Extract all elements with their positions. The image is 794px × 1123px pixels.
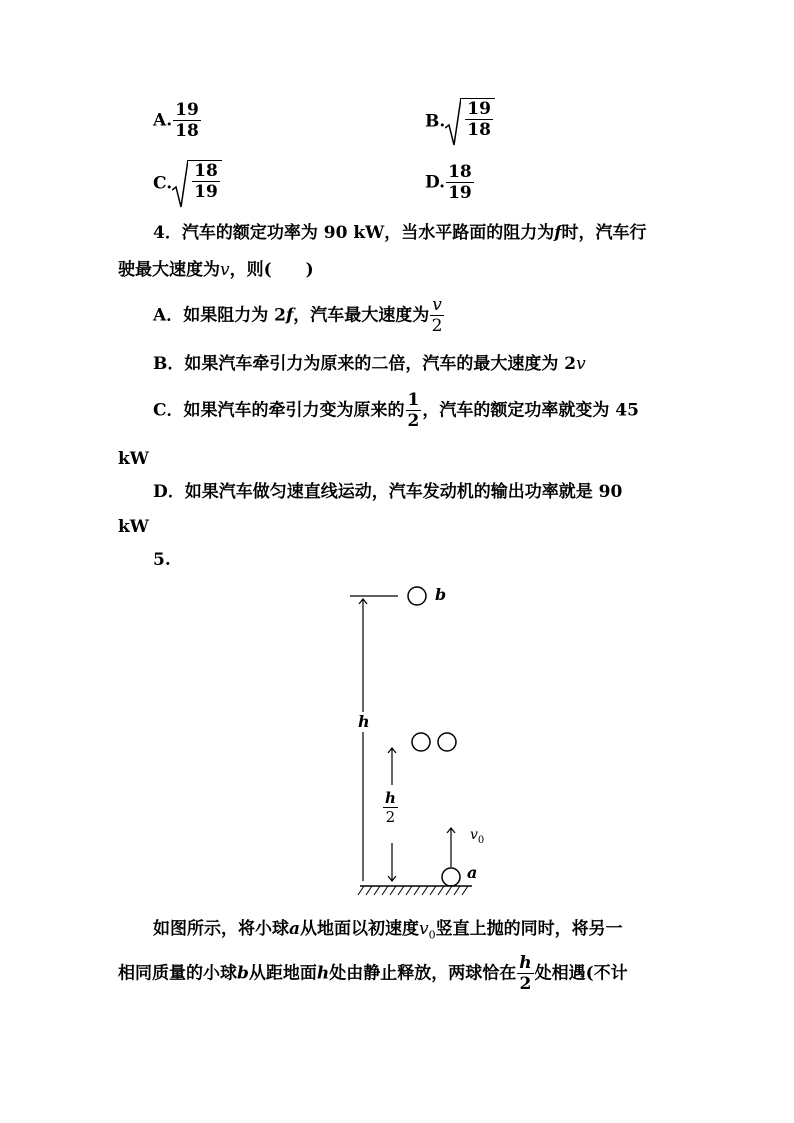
q5-diagram: [340, 575, 510, 905]
fraction: $\frac{h}{2}$: [519, 953, 532, 994]
q4-option-a: A．如果阻力为 2f，汽车最大速度为 $\frac{v}{2}$: [153, 295, 443, 336]
fraction: $\frac{18}{19}$: [448, 162, 472, 203]
q5-number: 5.: [153, 550, 171, 570]
q4-option-c-cont: kW: [118, 449, 149, 469]
ball-meet-left: [412, 733, 430, 751]
label-half-h: [382, 791, 399, 825]
option-3c: C. $\frac{18}{19}$: [153, 160, 222, 208]
fraction: $\frac{18}{19}$: [194, 161, 218, 202]
fraction: $\frac{19}{18}$: [175, 100, 199, 141]
label-h: h: [358, 712, 370, 731]
q5-text-line1: 如图所示，将小球a从地面以初速度$v_0$竖直上抛的同时，将另一: [153, 919, 623, 942]
ground-hatch: [358, 886, 468, 895]
q4-stem-line1: 4．汽车的额定功率为 90 kW，当水平路面的阻力为f时，汽车行: [153, 223, 647, 243]
option-3a: A. $\frac{19}{18}$: [153, 100, 199, 141]
option-3d: D. $\frac{18}{19}$: [425, 162, 472, 203]
diagram-drawing: [340, 575, 510, 905]
sqrt-symbol: [172, 160, 222, 208]
label-a: a: [467, 863, 478, 882]
ball-a: [442, 868, 460, 886]
fraction: $\frac{1}{2}$: [407, 390, 420, 431]
q5-text-line2: 相同质量的小球b从距地面h处由静止释放，两球恰在 $\frac{h}{2}$ 处相遇(不计: [118, 953, 628, 994]
q4-option-d: D．如果汽车做匀速直线运动，汽车发动机的输出功率就是 90: [153, 482, 623, 502]
fraction: $\frac{19}{18}$: [467, 99, 491, 140]
fraction: $\frac{h}{2}$: [385, 789, 396, 826]
option-3b: B. $\frac{19}{18}$: [425, 98, 495, 146]
ball-b: [408, 587, 426, 605]
q4-option-c: C．如果汽车的牵引力变为原来的 $\frac{1}{2}$ ，汽车的额定功率就变为 45: [153, 390, 639, 431]
q4-option-d-cont: kW: [118, 517, 149, 537]
q4-stem-line2: 驶最大速度为v，则( ): [118, 260, 314, 280]
label-v0: $v_0$: [470, 827, 485, 846]
ball-meet-right: [438, 733, 456, 751]
fraction: $\frac{v}{2}$: [431, 295, 443, 336]
sqrt-symbol: [445, 98, 495, 146]
q4-option-b: B．如果汽车牵引力为原来的二倍，汽车的最大速度为 2v: [153, 354, 586, 374]
label-b: b: [435, 585, 447, 604]
